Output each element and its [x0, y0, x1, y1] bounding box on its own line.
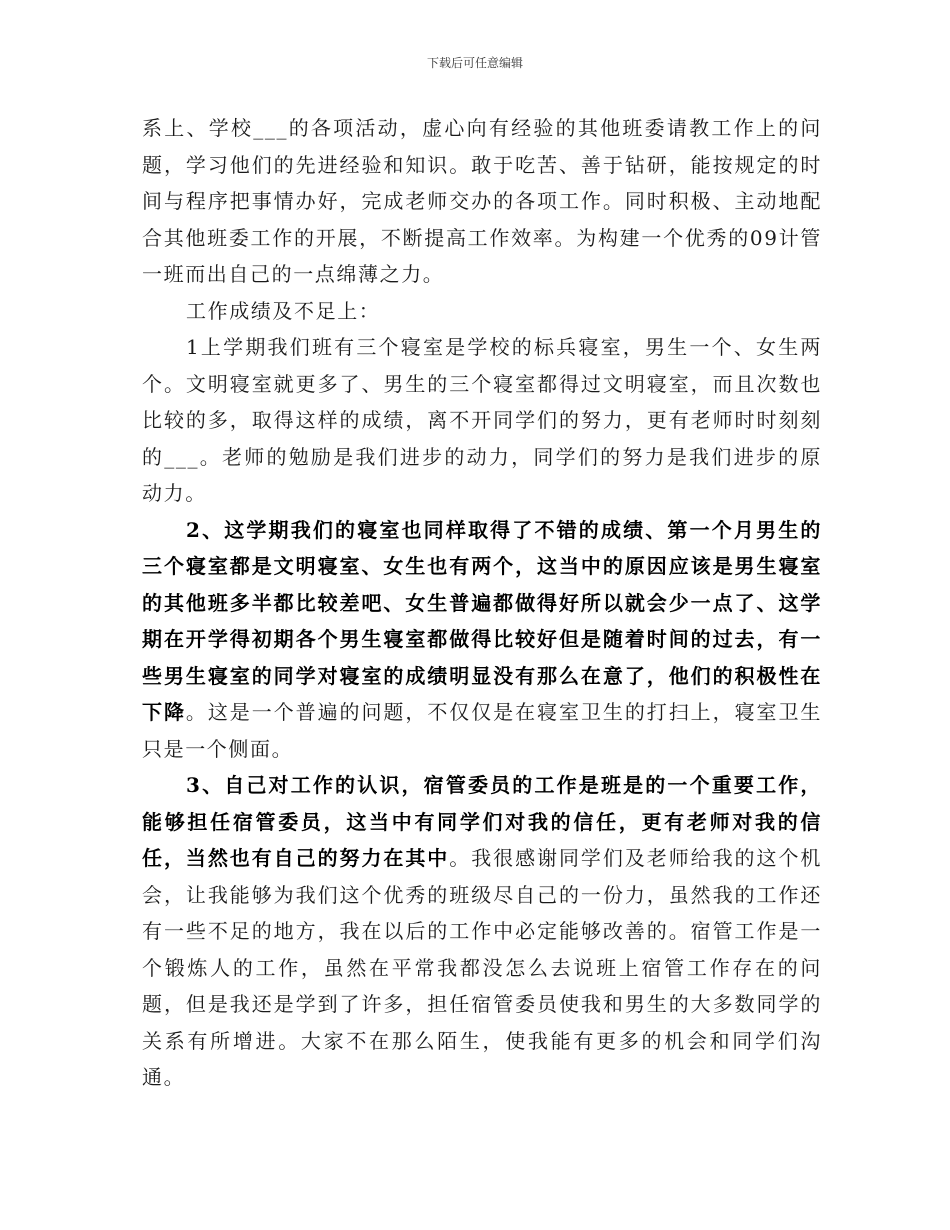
paragraph-1 [142, 110, 822, 293]
page-header: 下载后可任意编辑 [426, 56, 523, 70]
paragraph-4 [142, 512, 822, 768]
document-body [142, 110, 822, 1096]
paragraph-5-text: 。我很感谢同学们及老师给我的这个机会，让我能够为我们这个优秀的班级尽自己的一份力，虽然我的工作还有一些不足的地方，我在以后的工作中必定能够改善的。宿管工作是一个锻炼人的工作，虽然在平常我都没怎么去说班上宿管工作存在的问题，但是我还是学到了许多，担任宿管委员使我和男生的大多数同学的关系有所增进。大家不在那么陌生，使我能有更多的机会和同学们沟通。 [142, 846, 822, 1089]
paragraph-4-bold-text: 2、这学期我们的寝室也同样取得了不错的成绩、第一个月男生的三个寝室都是文明寝室、女生也有两个，这当中的原因应该是男生寝室的其他班多半都比较差吧、女生普遍都做得好所以就会少一点了、这学期在开学得初期各个男生寝室都做得比较好但是随着时间的过去，有一些男生寝室的同学对寝室的成绩明显没有那么在意了，他们的积极性在下降 [142, 517, 822, 724]
paragraph-5-bold-text: 3、自己对工作的认识，宿管委员的工作是班是的一个重要工作，能够担任宿管委员，这当中有同学们对我的信任，更有老师对我的信任，当然也有自己的努力在其中 [142, 773, 822, 870]
paragraph-4-text: 。这是一个普遍的问题，不仅仅是在寝室卫生的打扫上，寝室卫生只是一个侧面。 [142, 700, 823, 761]
paragraph-3 [142, 329, 822, 512]
paragraph-3-text: 1上学期我们班有三个寝室是学校的标兵寝室，男生一个、女生两个。文明寝室就更多了、男生的三个寝室都得过文明寝室，而且次数也比较的多，取得这样的成绩，离不开同学们的努力，更有老师时时刻刻的___。老师的勉励是我们进步的动力，同学们的努力是我们进步的原动力。 [142, 335, 822, 505]
paragraph-2 [142, 293, 822, 330]
paragraph-1-text: 系上、学校___的各项活动，虚心向有经验的其他班委请教工作上的问题，学习他们的先进经验和知识。敢于吃苦、善于钻研，能按规定的时间与程序把事情办好，完成老师交办的各项工作。同时积极、主动地配合其他班委工作的开展，不断提高工作效率。为构建一个优秀的09计管一班而出自己的一点绵薄之力。 [142, 116, 822, 286]
paragraph-2-text: 工作成绩及不足上： [186, 298, 381, 323]
paragraph-5 [142, 767, 822, 1096]
